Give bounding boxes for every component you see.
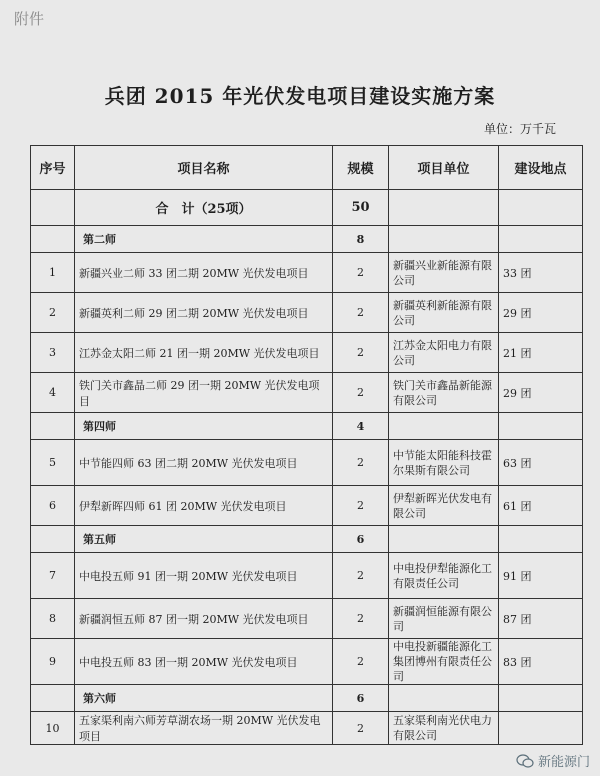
watermark-text: 新能源门	[537, 755, 590, 770]
row-project-unit: 中电投新疆能源化工集团博州有限责任公司	[389, 639, 499, 685]
group-label: 第二师	[75, 226, 333, 253]
row-scale: 2	[333, 553, 389, 599]
total-label: 合 计（25项）	[75, 190, 333, 226]
row-project-unit: 江苏金太阳电力有限公司	[389, 333, 499, 373]
row-no: 5	[31, 440, 75, 486]
table-cell	[389, 190, 499, 226]
row-no: 10	[31, 712, 75, 745]
table-row	[31, 553, 583, 599]
group-scale: 6	[333, 685, 389, 712]
group-label: 第五师	[75, 526, 333, 553]
group-scale: 8	[333, 226, 389, 253]
table-row	[31, 639, 583, 685]
table-group-row	[31, 685, 583, 712]
row-scale: 2	[333, 293, 389, 333]
table-group-row	[31, 413, 583, 440]
column-header-no: 序号	[31, 146, 75, 190]
table-row	[31, 599, 583, 639]
table-row	[31, 440, 583, 486]
unit-label: 单位：万千瓦	[483, 122, 556, 136]
row-scale: 2	[333, 373, 389, 413]
group-label: 第四师	[75, 413, 333, 440]
row-project-unit: 铁门关市鑫晶新能源有限公司	[389, 373, 499, 413]
table-header-row	[31, 146, 583, 190]
row-project-unit: 伊犁新晖光伏发电有限公司	[389, 486, 499, 526]
column-header-unit: 项目单位	[389, 146, 499, 190]
table-total-row	[31, 190, 583, 226]
row-no: 7	[31, 553, 75, 599]
column-header-name: 项目名称	[75, 146, 333, 190]
attachment-label: 附件	[14, 10, 45, 28]
row-location	[499, 712, 583, 745]
row-project-name: 中节能四师 63 团二期 20MW 光伏发电项目	[75, 440, 333, 486]
table-cell	[389, 685, 499, 712]
row-project-unit: 新疆润恒能源有限公司	[389, 599, 499, 639]
table-group-row	[31, 526, 583, 553]
row-scale: 2	[333, 440, 389, 486]
table-row	[31, 373, 583, 413]
table-cell	[31, 190, 75, 226]
row-scale: 2	[333, 599, 389, 639]
column-header-scale: 规模	[333, 146, 389, 190]
row-location: 29 团	[499, 293, 583, 333]
row-project-unit: 新疆英利新能源有限公司	[389, 293, 499, 333]
table-group-row	[31, 226, 583, 253]
row-project-name: 中电投五师 83 团一期 20MW 光伏发电项目	[75, 639, 333, 685]
row-scale: 2	[333, 253, 389, 293]
column-header-location: 建设地点	[499, 146, 583, 190]
group-label: 第六师	[75, 685, 333, 712]
table-cell	[31, 685, 75, 712]
row-location: 61 团	[499, 486, 583, 526]
row-no: 8	[31, 599, 75, 639]
row-location: 33 团	[499, 253, 583, 293]
row-no: 6	[31, 486, 75, 526]
table-row	[31, 253, 583, 293]
group-scale: 6	[333, 526, 389, 553]
total-scale: 50	[333, 190, 389, 226]
row-scale: 2	[333, 712, 389, 745]
table-cell	[389, 526, 499, 553]
table-cell	[499, 190, 583, 226]
row-no: 1	[31, 253, 75, 293]
table-cell	[499, 413, 583, 440]
row-location: 83 团	[499, 639, 583, 685]
row-location: 87 团	[499, 599, 583, 639]
table-cell	[499, 226, 583, 253]
table-cell	[31, 526, 75, 553]
table-row	[31, 486, 583, 526]
table-cell	[499, 685, 583, 712]
table-cell	[31, 413, 75, 440]
row-project-unit: 五家渠利南光伏电力有限公司	[389, 712, 499, 745]
row-project-unit: 中节能太阳能科技霍尔果斯有限公司	[389, 440, 499, 486]
row-project-name: 中电投五师 91 团一期 20MW 光伏发电项目	[75, 553, 333, 599]
row-location: 29 团	[499, 373, 583, 413]
project-table	[30, 145, 583, 745]
row-location: 63 团	[499, 440, 583, 486]
row-no: 4	[31, 373, 75, 413]
row-project-name: 新疆英利二师 29 团二期 20MW 光伏发电项目	[75, 293, 333, 333]
row-no: 9	[31, 639, 75, 685]
wechat-icon	[516, 754, 534, 768]
watermark	[516, 751, 590, 770]
row-project-unit: 中电投伊犁能源化工有限责任公司	[389, 553, 499, 599]
row-location: 21 团	[499, 333, 583, 373]
row-project-name: 铁门关市鑫晶二师 29 团一期 20MW 光伏发电项目	[75, 373, 333, 413]
table-cell	[31, 226, 75, 253]
document-title: 兵团 2015 年光伏发电项目建设实施方案	[104, 84, 496, 108]
row-project-name: 伊犁新晖四师 61 团 20MW 光伏发电项目	[75, 486, 333, 526]
row-scale: 2	[333, 639, 389, 685]
table-row	[31, 712, 583, 745]
table-row	[31, 333, 583, 373]
group-scale: 4	[333, 413, 389, 440]
row-project-name: 五家渠利南六师芳草湖农场一期 20MW 光伏发电项目	[75, 712, 333, 745]
table-row	[31, 293, 583, 333]
row-scale: 2	[333, 333, 389, 373]
table-cell	[389, 226, 499, 253]
row-scale: 2	[333, 486, 389, 526]
row-project-name: 江苏金太阳二师 21 团一期 20MW 光伏发电项目	[75, 333, 333, 373]
table-cell	[499, 526, 583, 553]
row-location: 91 团	[499, 553, 583, 599]
table-cell	[389, 413, 499, 440]
row-project-name: 新疆兴业二师 33 团二期 20MW 光伏发电项目	[75, 253, 333, 293]
row-project-name: 新疆润恒五师 87 团一期 20MW 光伏发电项目	[75, 599, 333, 639]
row-no: 3	[31, 333, 75, 373]
row-no: 2	[31, 293, 75, 333]
row-project-unit: 新疆兴业新能源有限公司	[389, 253, 499, 293]
